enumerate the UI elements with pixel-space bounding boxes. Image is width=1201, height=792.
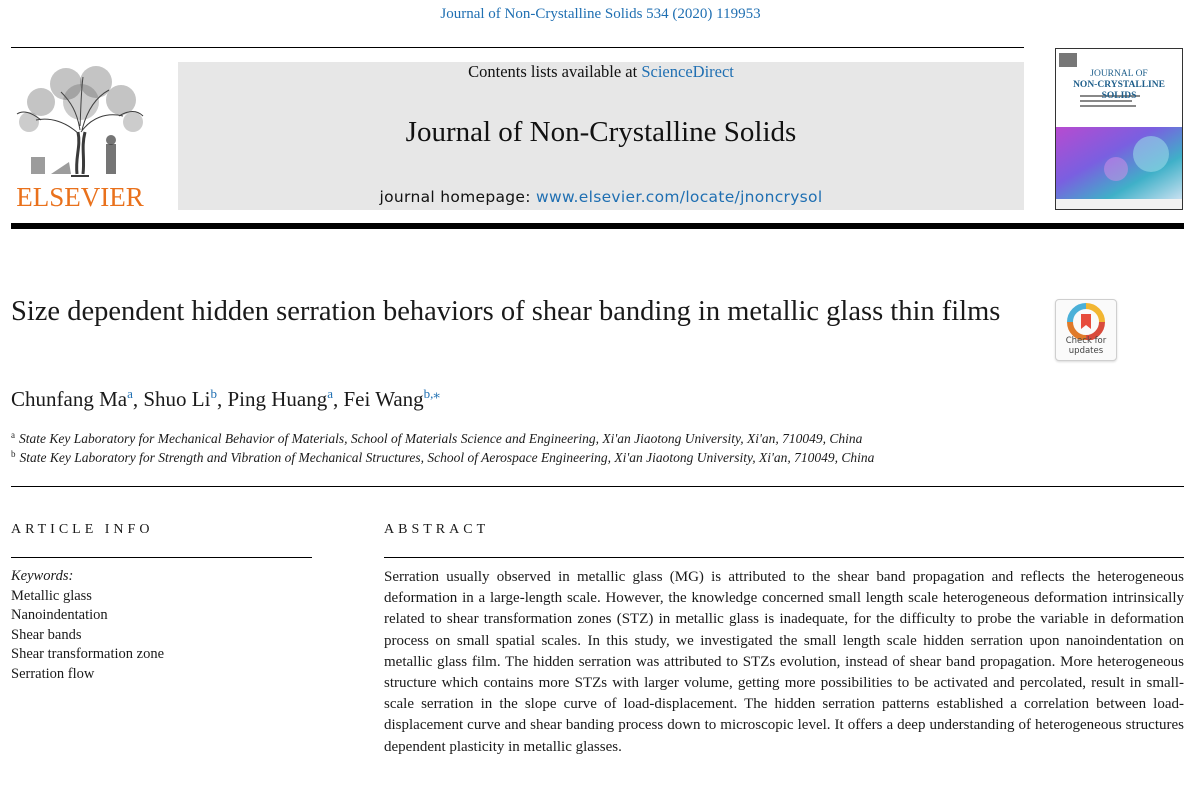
keywords-label: Keywords: bbox=[11, 568, 74, 584]
abstract-text: Serration usually observed in metallic glass (MG) is attributed to the shear band propagation and reflects the heterogeneous deformation in a large-length scale. However, the knowledge concerned small length scale heterogeneous deformation intrinsically related to shear transformation zones (STZ) in metallic glass is inadequate, for the difficulty to probe the variable in deformation process on small spatial scales. In this study, we investigated the small length scale hidden serration upon nanoindentation on metallic glass film. The hidden serration was attributed to STZs evolution, instead of shear band propagation. More heterogeneous structure which contains more STZs with larger volume, getting more possibilities to be activated and percolated, result in small-scale serration in the slope curve of load-displacement. The hidden serration patterns established a correlation between load-displacement curve and shear banding process down to microscopic level. It offers a deep understanding of heterogeneous structures dependent plasticity in metallic glasses. bbox=[384, 569, 1184, 755]
header-thick-divider bbox=[11, 223, 1184, 229]
homepage-line bbox=[178, 188, 1024, 206]
author-affiliation-mark[interactable]: b bbox=[210, 386, 217, 401]
author-name[interactable]: Shuo Li bbox=[143, 387, 211, 411]
affiliation-mark: a bbox=[11, 430, 15, 440]
section-divider bbox=[11, 486, 1184, 487]
crossmark-icon bbox=[1056, 302, 1116, 340]
author-name[interactable]: Ping Huang bbox=[227, 387, 328, 411]
author-name[interactable]: Fei Wang bbox=[343, 387, 424, 411]
crossmark-label-line1: Check for bbox=[1065, 336, 1107, 346]
journal-banner bbox=[178, 62, 1024, 210]
journal-homepage-link[interactable]: www.elsevier.com/locate/jnoncrysol bbox=[536, 188, 823, 206]
top-divider bbox=[11, 47, 1024, 48]
author-list: Chunfang Ma$^a$, Shuo Li$^b$, Ping Huang$^a$, Fei Wang$^{b,⁎}$ bbox=[11, 386, 440, 411]
elsevier-logo[interactable] bbox=[11, 62, 149, 210]
article-title: Size dependent hidden serration behaviors of shear banding in metallic glass thin films bbox=[11, 296, 1001, 327]
cover-title-line1: JOURNAL OF bbox=[1090, 69, 1148, 79]
journal-reference-link[interactable]: Journal of Non-Crystalline Solids 534 (2020) 119953 bbox=[440, 6, 761, 22]
article-info-divider bbox=[11, 557, 312, 558]
affiliation-mark: b bbox=[11, 449, 16, 459]
crossmark-label-line2: updates bbox=[1068, 346, 1104, 356]
check-for-updates-button[interactable] bbox=[1055, 299, 1117, 361]
sciencedirect-link[interactable]: ScienceDirect bbox=[641, 62, 734, 81]
affiliation-a bbox=[11, 430, 862, 447]
author-affiliation-mark[interactable]: a bbox=[127, 386, 133, 401]
article-info-heading: ARTICLE INFO bbox=[11, 522, 154, 537]
abstract-heading: ABSTRACT bbox=[384, 522, 490, 537]
keyword-item: Serration flow bbox=[11, 665, 95, 682]
keyword-item: Metallic glass bbox=[11, 587, 92, 604]
contents-line bbox=[178, 62, 1024, 82]
elsevier-wordmark: ELSEVIER bbox=[16, 182, 144, 212]
contents-prefix: Contents lists available at bbox=[468, 62, 638, 81]
affiliation-text: State Key Laboratory for Mechanical Behavior of Materials, School of Materials Science and Engineering, Xi'an Jiaotong University, Xi'an, 710049, China bbox=[19, 431, 863, 446]
homepage-prefix: journal homepage: bbox=[379, 188, 531, 206]
journal-cover-thumbnail[interactable] bbox=[1055, 48, 1183, 210]
author-affiliation-mark[interactable]: b,⁎ bbox=[423, 386, 440, 401]
keyword-item: Shear bands bbox=[11, 626, 82, 643]
author-affiliation-mark[interactable]: a bbox=[327, 386, 333, 401]
keyword-item: Shear transformation zone bbox=[11, 646, 165, 662]
cover-title-line2: NON-CRYSTALLINE SOLIDS bbox=[1073, 80, 1165, 101]
affiliation-text: State Key Laboratory for Strength and Vibration of Mechanical Structures, School of Aerospace Engineering, Xi'an Jiaotong University, Xi'an, 710049, China bbox=[19, 450, 875, 465]
keyword-item: Nanoindentation bbox=[11, 607, 108, 623]
journal-title[interactable]: Journal of Non-Crystalline Solids bbox=[405, 116, 797, 148]
affiliation-b bbox=[11, 449, 874, 466]
author-name[interactable]: Chunfang Ma bbox=[11, 387, 128, 411]
keywords-block bbox=[11, 567, 164, 684]
abstract-divider bbox=[384, 557, 1184, 558]
